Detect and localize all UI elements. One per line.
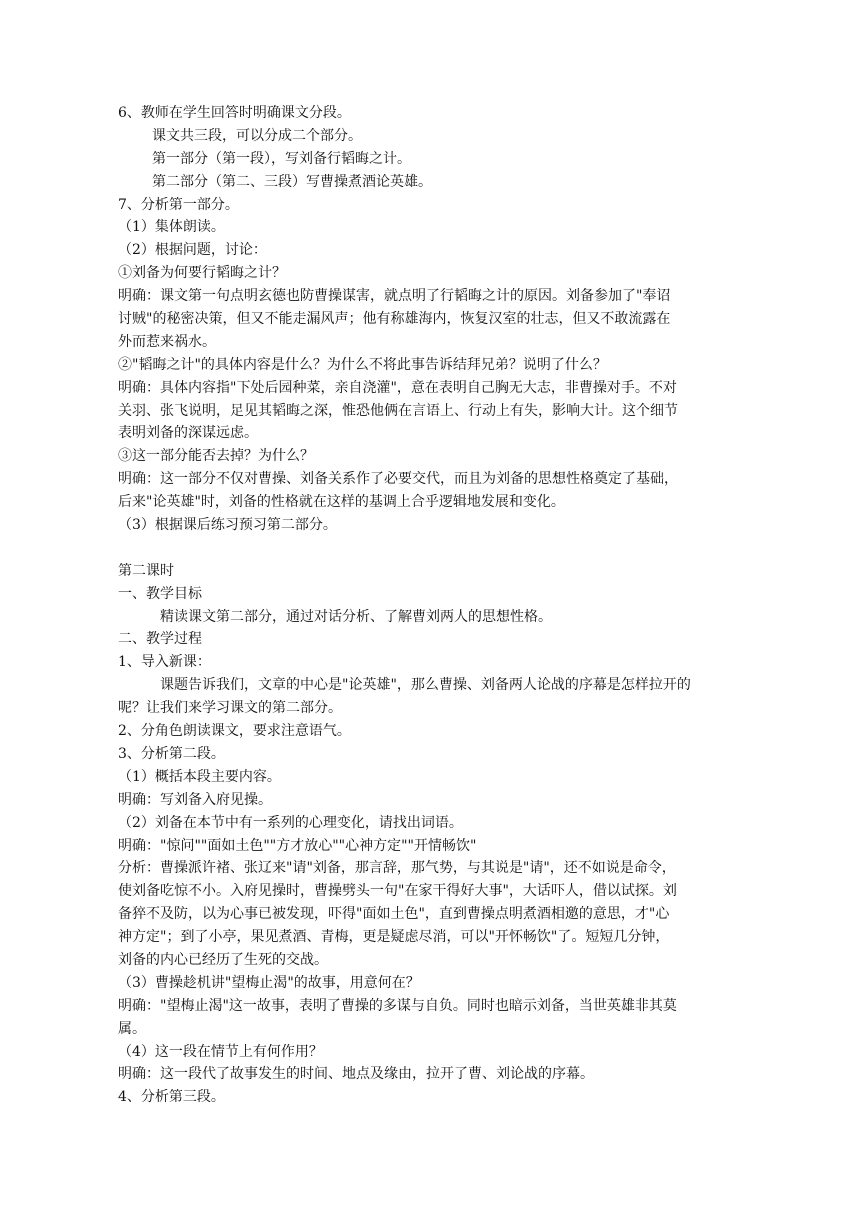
text-line: 精读课文第二部分，通过对话分析、了解曹刘两人的思想性格。: [160, 608, 552, 625]
text-line: （3）根据课后练习预习第二部分。: [118, 517, 337, 534]
text-line: 第二课时: [118, 562, 174, 579]
text-line: ①刘备为何要行韬晦之计？: [118, 265, 286, 282]
document-page: [118, 102, 738, 1109]
text-line: 6、教师在学生回答时明确课文分段。: [118, 105, 351, 121]
text-line: 呢？让我们来学习课文的第二部分。: [118, 700, 342, 717]
blank-line: [118, 537, 738, 560]
text-line: 使刘备吃惊不小。入府见操时，曹操劈头一句"在家干得好大事"，大话吓人，借以试探。刘: [118, 883, 677, 900]
text-line: 属。: [118, 1020, 146, 1037]
text-line: ③这一部分能否去掉？为什么？: [118, 448, 314, 465]
text-line: 2、分角色朗读课文，要求注意语气。: [118, 723, 351, 740]
text-line: 神方定"；到了小亭，果见煮酒、青梅，更是疑虑尽消，可以"开怀畅饮"了。短短几分钟，: [118, 929, 670, 946]
text-line: 1、导入新课：: [118, 654, 211, 671]
text-line: 讨贼"的秘密决策，但又不能走漏风声；他有称雄海内，恢复汉室的壮志，但又不敢流露在: [118, 311, 671, 328]
text-line: 7、分析第一部分。: [118, 196, 239, 213]
text-line: （3）曹操趁机讲"望梅止渴"的故事，用意何在？: [118, 974, 420, 991]
text-line: 明确：课文第一句点明玄德也防曹操谋害，就点明了行韬晦之计的原因。刘备参加了"奉诏: [118, 288, 671, 305]
text-line: （4）这一段在情节上有何作用？: [118, 1043, 323, 1060]
text-line: 课文共三段，可以分成二个部分。: [152, 127, 362, 144]
text-line: 第二部分（第二、三段）写曹操煮酒论英雄。: [152, 173, 432, 190]
text-line: 明确：这一段代了故事发生的时间、地点及缘由，拉开了曹、刘论战的序幕。: [118, 1066, 594, 1083]
text-line: 明确：这一部分不仅对曹操、刘备关系作了必要交代，而且为刘备的思想性格奠定了基础，: [118, 471, 678, 488]
text-line: （2）根据问题，讨论：: [118, 242, 267, 259]
text-line: 3、分析第二段。: [118, 745, 225, 762]
text-line: 第一部分（第一段），写刘备行韬晦之计。: [152, 150, 411, 167]
text-line: 分析：曹操派许褚、张辽来"请"刘备，那言辞，那气势，与其说是"请"，还不如说是命令，: [118, 860, 676, 877]
text-line: 刘备的内心已经历了生死的交战。: [118, 951, 328, 968]
text-line: 二、教学过程: [118, 631, 202, 648]
text-line: 外而惹来祸水。: [118, 333, 216, 350]
text-line: 一、教学目标: [118, 585, 202, 602]
text-line: 明确：具体内容指"下处后园种菜，亲自浇灌"，意在表明自己胸无大志，非曹操对手。不对: [118, 379, 677, 396]
text-line: 明确："望梅止渴"这一故事，表明了曹操的多谋与自负。同时也暗示刘备，当世英雄非其莫: [118, 997, 677, 1014]
text-line: （1）集体朗读。: [118, 219, 225, 236]
text-line: 表明刘备的深谋远虑。: [118, 425, 258, 442]
text-line: 后来"论英雄"时，刘备的性格就在这样的基调上合乎逻辑地发展和变化。: [118, 494, 565, 511]
text-line: 明确：写刘备入府见操。: [118, 791, 272, 808]
text-line: 关羽、张飞说明，足见其韬晦之深，惟恐他俩在言语上、行动上有失，影响大计。这个细节: [118, 402, 678, 419]
text-line: 课题告诉我们，文章的中心是"论英雄"，那么曹操、刘备两人论战的序幕是怎样拉开的: [160, 677, 691, 694]
text-line: 备猝不及防，以为心事已被发现，吓得"面如土色"，直到曹操点明煮酒相邀的意思，才"心: [118, 906, 670, 923]
text-line: 4、分析第三段。: [118, 1089, 225, 1106]
text-line: （2）刘备在本节中有一系列的心理变化，请找出词语。: [118, 814, 463, 831]
text-line: 明确："惊问""面如土色""方才放心""心神方定""开情畅饮": [118, 837, 477, 854]
text-line: （1）概括本段主要内容。: [118, 768, 281, 785]
text-line: ②"韬晦之计"的具体内容是什么？为什么不将此事告诉结拜兄弟？说明了什么？: [118, 356, 607, 373]
